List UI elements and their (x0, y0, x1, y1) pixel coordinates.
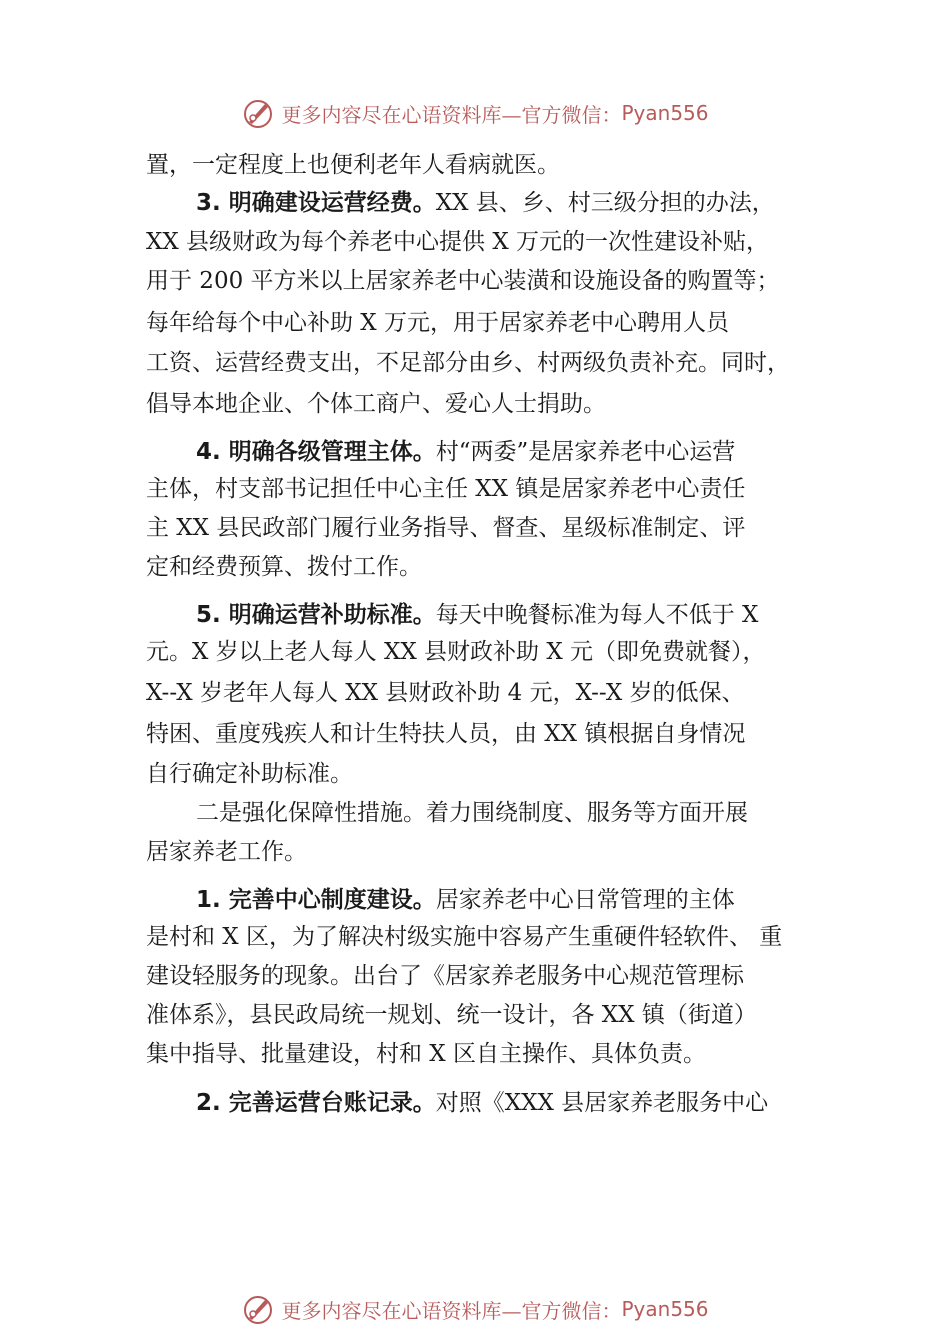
text-line: 是村和 X 区，为了解决村级实施中容易产生重硬件轻软件、 重 (146, 924, 783, 950)
text-line: 每年给每个中心补助 X 万元，用于居家养老中心聘用人员 (146, 310, 729, 336)
watermark-text: 更多内容尽在心语资料库—官方微信： (281, 102, 622, 127)
text-line: 准体系》，县民政局统一规划、统一设计，各 XX 镇（街道） (146, 1002, 757, 1028)
brush-logo-icon (241, 96, 275, 130)
text-line: 主体，村支部书记担任中心主任 XX 镇是居家养老中心责任 (146, 476, 746, 502)
text-line: 二是强化保障性措施。着力围绕制度、服务等方面开展 (196, 800, 748, 826)
watermark-footer (0, 1292, 950, 1326)
text-line: 特困、重度残疾人和计生特扶人员，由 XX 镇根据自身情况 (146, 721, 746, 747)
text-line: 工资、运营经费支出，不足部分由乡、村两级负责补充。同时， (146, 350, 790, 376)
item-heading: 4. 明确各级管理主体。 (196, 439, 436, 465)
watermark-text: 更多内容尽在心语资料库—官方微信： (281, 1298, 622, 1323)
text-line: 建设轻服务的现象。出台了《居家养老服务中心规范管理标 (146, 963, 744, 989)
item-heading: 5. 明确运营补助标准。 (196, 602, 436, 628)
text-line: 元。X 岁以上老人每人 XX 县财政补助 X 元（即免费就餐）， (146, 639, 766, 665)
watermark-handle: Pyan556 (621, 1297, 709, 1321)
text-line: 居家养老工作。 (146, 839, 307, 865)
item-heading: 1. 完善中心制度建设。 (196, 887, 436, 913)
text-line: 用于 200 平方米以上居家养老中心装潢和设施设备的购置等； (146, 268, 780, 294)
text-line: X--X 岁老年人每人 XX 县财政补助 4 元，X--X 岁的低保、 (146, 680, 745, 706)
text-line: XX 县级财政为每个养老中心提供 X 万元的一次性建设补贴， (146, 229, 770, 255)
text-line: 2. 完善运营台账记录。对照《XXX 县居家养老服务中心 (196, 1090, 769, 1116)
brush-logo-icon (241, 1292, 275, 1326)
watermark-handle: Pyan556 (621, 101, 709, 125)
text-line: 1. 完善中心制度建设。居家养老中心日常管理的主体 (196, 887, 735, 913)
text-line: 集中指导、批量建设，村和 X 区自主操作、具体负责。 (146, 1041, 706, 1067)
text-line: 5. 明确运营补助标准。每天中晚餐标准为每人不低于 X (196, 602, 759, 628)
item-heading: 2. 完善运营台账记录。 (196, 1090, 436, 1116)
text-line: 置，一定程度上也便利老年人看病就医。 (146, 152, 560, 178)
text-line: 4. 明确各级管理主体。村“两委”是居家养老中心运营 (196, 439, 736, 465)
text-line: 3. 明确建设运营经费。XX 县、乡、村三级分担的办法， (196, 190, 775, 216)
text-line: 自行确定补助标准。 (146, 761, 353, 787)
text-line: 定和经费预算、拨付工作。 (146, 554, 422, 580)
watermark-header (0, 96, 950, 130)
item-heading: 3. 明确建设运营经费。 (196, 190, 436, 216)
text-line: 主 XX 县民政部门履行业务指导、督查、星级标准制定、评 (146, 515, 746, 541)
text-line: 倡导本地企业、个体工商户、爱心人士捐助。 (146, 391, 606, 417)
